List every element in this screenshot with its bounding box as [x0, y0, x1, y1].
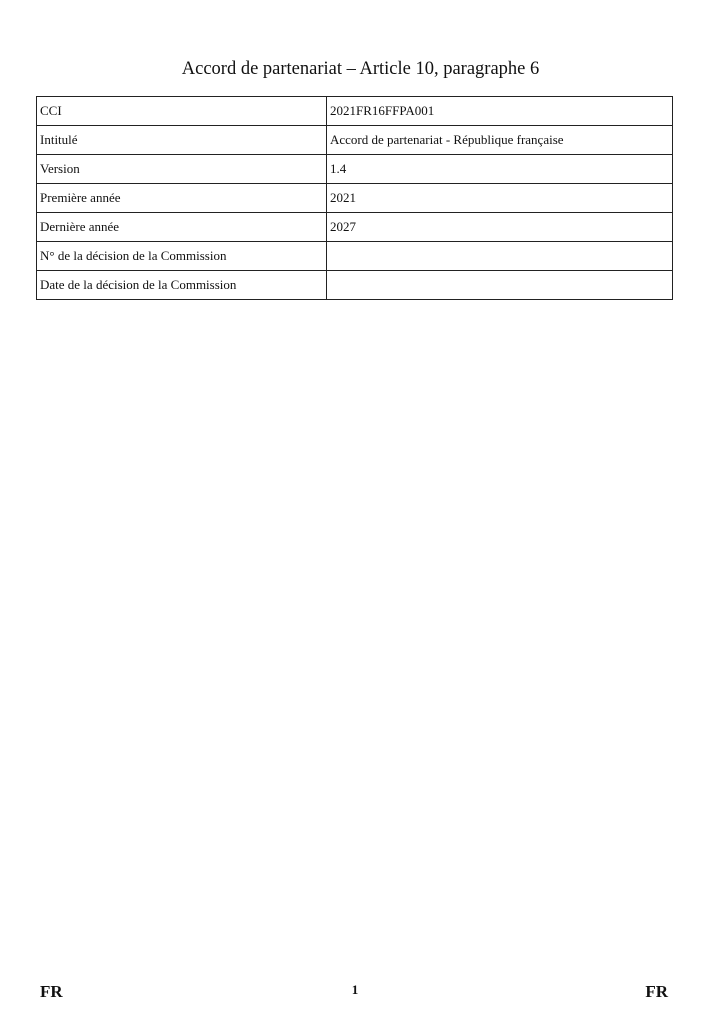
row-label-derniere-annee: Dernière année — [37, 213, 327, 242]
table-row — [37, 271, 673, 300]
table-row — [37, 126, 673, 155]
row-value-version: 1.4 — [327, 155, 673, 184]
table-row — [37, 184, 673, 213]
page-number: 1 — [351, 982, 359, 997]
row-value-intitule: Accord de partenariat - République française — [327, 126, 673, 155]
row-value-derniere-annee: 2027 — [327, 213, 673, 242]
table-row — [37, 97, 673, 126]
row-label-date-decision: Date de la décision de la Commission — [37, 271, 327, 300]
row-label-version: Version — [37, 155, 327, 184]
row-label-cci: CCI — [37, 97, 327, 126]
table-row — [37, 155, 673, 184]
row-value-date-decision — [327, 271, 673, 300]
row-value-numero-decision — [327, 242, 673, 271]
info-table — [36, 96, 673, 300]
row-value-premiere-annee: 2021 — [327, 184, 673, 213]
row-label-premiere-annee: Première année — [37, 184, 327, 213]
table-row — [37, 242, 673, 271]
footer-language-left: FR — [40, 982, 63, 1001]
table-row — [37, 213, 673, 242]
row-label-intitule: Intitulé — [37, 126, 327, 155]
footer-language-right: FR — [645, 982, 668, 1001]
row-value-cci: 2021FR16FFPA001 — [327, 97, 673, 126]
row-label-numero-decision: N° de la décision de la Commission — [37, 242, 327, 271]
page-title: Accord de partenariat – Article 10, paragraphe 6 — [181, 59, 540, 79]
